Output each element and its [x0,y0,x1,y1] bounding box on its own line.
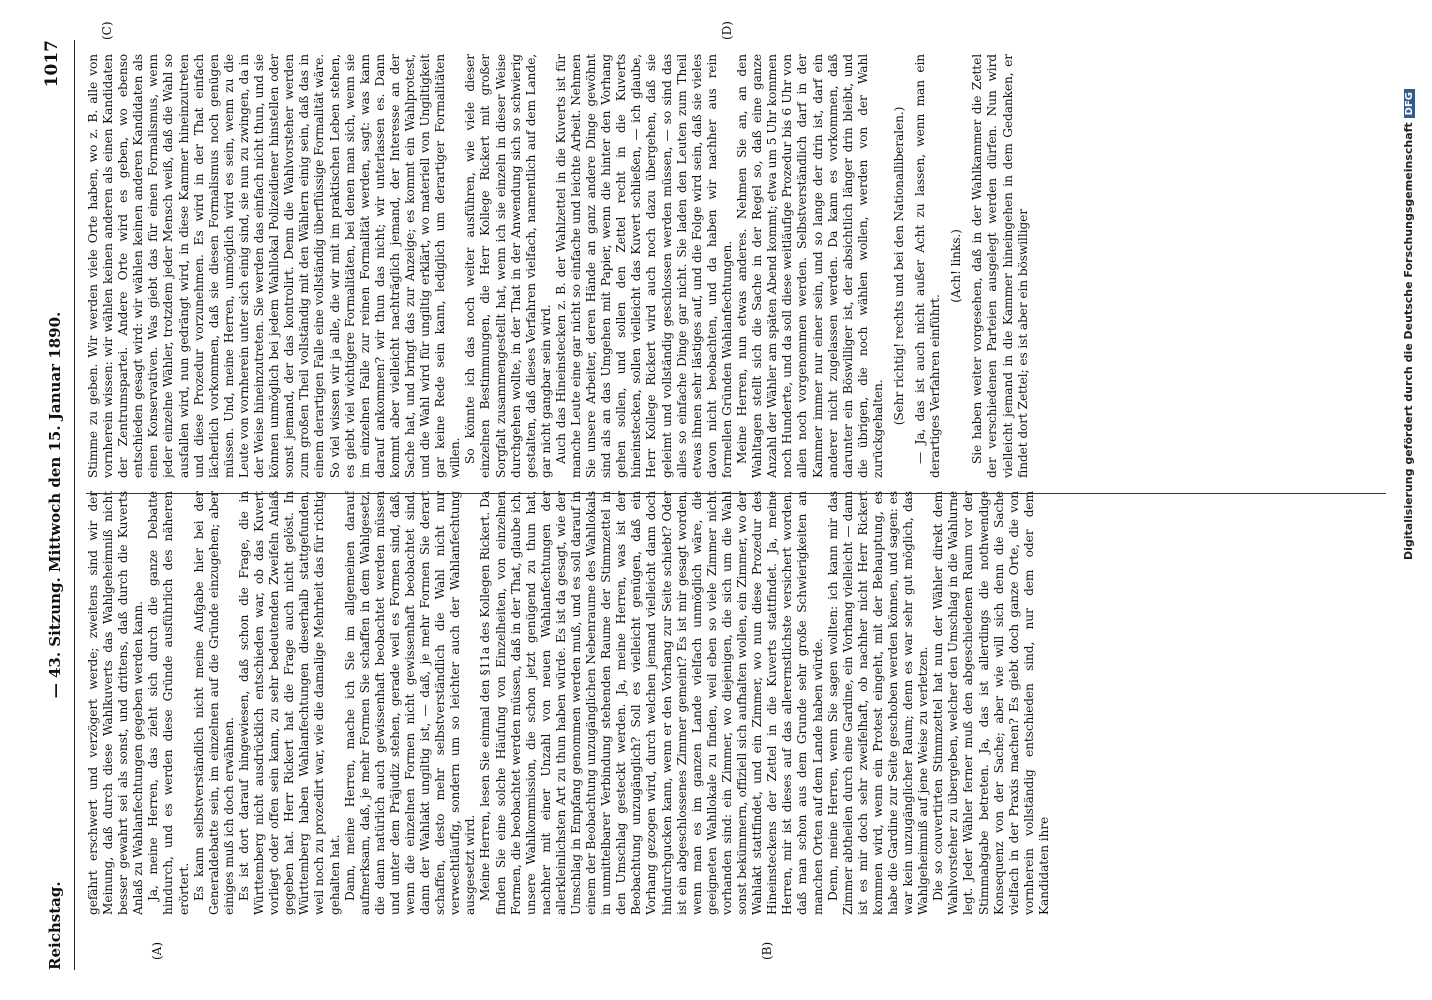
paragraph: Denn, meine Herren, wenn Sie sagen wollten: ich kann mir das Zimmer abtheilen durch eine Gardine, ein Vorhang vielleicht — dann ist es mir doch sehr zweifelhaft, ob nachher nicht Herr Rickert kommen wird, wenn ein Protest eingeht, mit der Behauptung, es habe die Gardine zur Seite geschoben werden können, und sagen: es war kein unzugänglicher Raum; denn es war sehr gut möglich, das Wahlgeheimniß auf jene Weise zu verletzen. [825,491,931,915]
paragraph: Ja, meine Herren, das zieht sich durch die ganze Debatte hindurch, und es werden diese Gründe ausführlich des näheren erörtert. [146,491,191,915]
page-number: 1017 [42,40,62,88]
paragraph: Sie haben weiter vorgesehen, daß in der Wahlkammer die Zettel der verschiedenen Parteien ausgelegt werden dürfen. Nun wird vielleicht jemand in die Kammer hineingehen in dem Gedanken, er findet dort Zettel; es ist aber ein böswilliger [970,54,1030,478]
header-rule [74,40,75,970]
dfg-logo: DFG [1404,89,1415,118]
interjection: (Sehr richtig! rechts und bei den Nationalliberalen.) [891,106,906,426]
paragraph: Meine Herren, nun etwas anderes. Nehmen Sie an, an den Wahltagen stellt sich die Sache in der Regel so, daß eine ganze Anzahl der Wähler am späten Abend kommt; etwa um 5 Uhr kommen noch Hunderte, und da soll diese weitläufige Prozedur bis 6 Uhr von allen noch vorgenommen werden. Selbstverständlich darf in der Kammer immer nur einer sein, und so lange der drin ist, darf ein anderer nicht zugelassen werden. Da kann es vorkommen, daß darunter ein Böswilliger ist, der absichtlich länger drin bleibt, und die übrigen, die noch wählen wollen, werden von der Wahl zurückgehalten. [735,54,885,478]
paragraph: gefährt erschwert und verzögert werde; zweitens sind wir der Meinung, daß durch diese Wahlkuverts das Wahlgeheimniß nicht besser gewahrt sei als sonst, und drittens, daß durch die Kuverts Anlaß zu Wahlanfechtungen gegeben werden kann. [86,491,146,915]
paragraph: Die so couvertirten Stimmzettel hat nun der Wähler direkt dem Wahlvorsteher zu übergeben, welcher den Umschlag in die Wahlurne legt. Jeder Wähler ferner muß den abgeschiedenen Raum vor der Stimmabgabe betreten. Ja, das ist allerdings die nothwendige Konsequenz von der Sache; aber wie will sich denn die Sache vielfach in der Praxis machen? Es giebt doch ganze Orte, die von vornherein vollständig entschieden sind, nur dem oder dem Kandidaten ihre [931,491,1051,915]
credit-text: Digitalisierung gefördert durch die Deutsche Forschungsgemeinschaft [1402,122,1415,560]
header-session-date: — 43. Sitzung. Mittwoch den 15. Januar 1890. [46,311,64,699]
page-header [40,40,70,970]
paragraph: Meine Herren, lesen Sie einmal den §11a des Kollegen Rickert. Da finden Sie eine solche Häufung von Einzelheiten, von einzelnen Formen, die beobachtet werden müssen, daß in der That, glaube ich, unsere Wahlkommission, die schon jetzt genügend zu thun hat, nachher mit einer Unzahl von neuen Wahlanfechtungen der allerkleinlichsten Art zu thun haben würde. Es ist da gesagt, wie der Umschlag in Empfang genommen werden muß, und es soll darauf in einem der Beobachtung unzugänglichen Nebenraume des Wahllokals in unmittelbarer Verbindung stehenden Raume der Stimmzettel in den Umschlag gesteckt werden. Ja, meine Herren, was ist der Beobachtung unzugänglich? Soll es vielleicht genügen, daß ein Vorhang gezogen wird, durch welchen jemand vielleicht dann doch hindurchgucken kann, wenn er den Vorhang zur Seite schiebt? Oder ist ein abgeschlossenes Zimmer gemeint? Es ist mir gesagt worden, wenn man es im ganzen Lande vielfach unmöglich wäre, die geeigneten Wahllokale zu finden, weil eben so viele Zimmer nicht vorhanden sind: ein Zimmer, wo diejenigen, die sich um die Wahl sonst bekümmern, offiziell sich aufhalten wollen, ein Zimmer, wo der Wahlakt stattfindet, und ein Zimmer, wo nun diese Prozedur des Hineinsteckens der Zettel in die Kuverts stattfindet. Ja, meine Herren, mir ist dieses auf das allerernstlichste versichert worden, daß man schon aus dem Grunde sehr große Schwierigkeiten an manchen Orten auf dem Lande haben würde. [478,491,825,915]
margin-marker-c: (C) [100,21,114,40]
margin-marker-d: (D) [720,21,734,40]
left-column [86,491,1386,915]
margin-marker-b: (B) [760,941,774,960]
digitization-credit [1402,89,1415,560]
paragraph: — Ja, das ist auch nicht außer Acht zu lassen, wenn man ein derartiges Verfahren einführt. [913,54,943,478]
paragraph: Es ist dort darauf hingewiesen, daß schon die Frage, die in Württemberg nicht ausdrücklich entschieden war, ob das Kuvert vorliegt oder offen sein kann, zu sehr bedeutenden Zweifeln Anlaß gegeben hat. Herr Rickert hat die Frage auch nicht gelöst. In Württemberg haben Wahlanfechtungen dieserhalb stattgefunden, weil noch zu prozedirt war, wie die damalige Mehrheit das für richtig gehalten hat. [236,491,342,915]
paragraph: Auch das Hineinstecken z. B. der Wahlzettel in die Kuverts ist für manche Leute eine gar nicht so einfache und leichte Arbeit. Nehmen Sie unsere Arbeiter, deren Hände an ganz andere Dinge gewöhnt sind als an das Umgehen mit Papier, wenn die hinter den Vorhang gehen sollen, und sollen den Zettel recht in die Kuverts hineinstecken, sollen vielleicht das Kuvert schließen, — ich glaube, Herr Kollege Rickert wird auch noch dazu übergehen, daß sie geleimt und vollständig geschlossen werden müssen, — so sind das alles so einfache Dinge gar nicht. Sie laden den Leuten zum Theil etwas ihnen sehr lästiges auf, und die Folge wird sein, daß sie vieles davon nicht beobachten, und da haben wir nachher aus rein formellen Gründen Wahlanfechtungen. [553,54,734,478]
interjection: (Ach! links.) [949,229,964,303]
column-divider [86,493,1386,494]
paragraph: Stimme zu geben. Wir werden viele Orte haben, wo z. B. alle von vornherein wissen: wir wählen keinen anderen als einen Kandidaten der Zentrumspartei. Andere Orte wird es geben, wo ebenso entschieden gesagt wird: wir wählen keinen anderen Kandidaten als einen Konservativen. Was giebt das für einen Formalismus, wenn jeder einzelne Wähler, trotzdem jeder Mensch weiß, daß die Wahl so ausfallen wird, nun gedrängt wird, in diese Kammer hineinzutreten und diese Prozedur vorzunehmen. Es wird in der That einfach lächerlich vorkommen, daß sie diesen Formalismus noch genügen müssen. Und, meine Herren, unmöglich wird es sein, wenn zu die Leute von vornherein unter sich einig sind, sie nun zu zwingen, da in der Weise hineinzutreten. Sie werden das einfach nicht thun, und sie können unmöglich bei jedem Wahllokal Polizeidiener hinstellen oder sonst jemand, der das kontrolirt. Denn die Wahlvorsteher werden zum großen Theil vollständig mit den Wählern einig sein, daß das in einem derartigen Falle eine vollständig überflüssige Formalität wäre. So viel wissen wir ja alle, die wir mit im praktischen Leben stehen, es giebt viel wichtigere Formalitäten, bei denen man sich, wenn sie im einzelnen Falle zur reinen Formalität werden, sagt: was kann darauf ankommen? wir thun das nicht; wir unterlassen es. Dann kommt aber vielleicht nachträglich jemand, der Interesse an der Sache hat, und bringt das zur Anzeige; es kommt ein Wahlprotest, und die Wahl wird für ungiltig erklärt, wo materiell von Ungiltigkeit gar keine Rede sein kann, lediglich um derartiger Formalitäten willen. [86,54,463,478]
margin-marker-a: (A) [150,941,164,960]
paragraph: Es kann selbstverständlich nicht meine Aufgabe hier bei der Generaldebatte sein, im einzelnen auf die Gründe einzugehen; aber einiges muß ich doch erwähnen. [191,491,236,915]
paragraph: So könnte ich das noch weiter ausführen, wie viele dieser einzelnen Bestimmungen, die Herr Kollege Rickert mit großer Sorgfalt zusammengestellt hat, wenn ich sie einzeln in dieser Weise durchgehen wollte, in der That in der Anwendung sich so schwierig gestalten, daß dieses Verfahren vielfach, namentlich auf dem Lande, gar nicht gangbar sein wird. [463,54,553,478]
header-publication: Reichstag. [46,881,64,970]
paragraph: Dann, meine Herren, mache ich Sie im allgemeinen darauf aufmerksam, daß, je mehr Formen Sie schaffen in dem Wahlgesetz, die dann natürlich auch gewissenhaft beobachtet werden müssen und unter dem Präjudiz stehen, gerade weil es Formen sind, daß, wenn die einzelnen Formen nicht gewissenhaft beobachtet sind, dann der Wahlakt ungiltig ist, — daß, je mehr Formen Sie derart schaffen, desto mehr selbstverständlich die Wahl nicht nur verwechtläufig, sondern um so leichter auch der Wahlanfechtung ausgesetzt wird. [342,491,478,915]
right-column [86,54,1386,478]
